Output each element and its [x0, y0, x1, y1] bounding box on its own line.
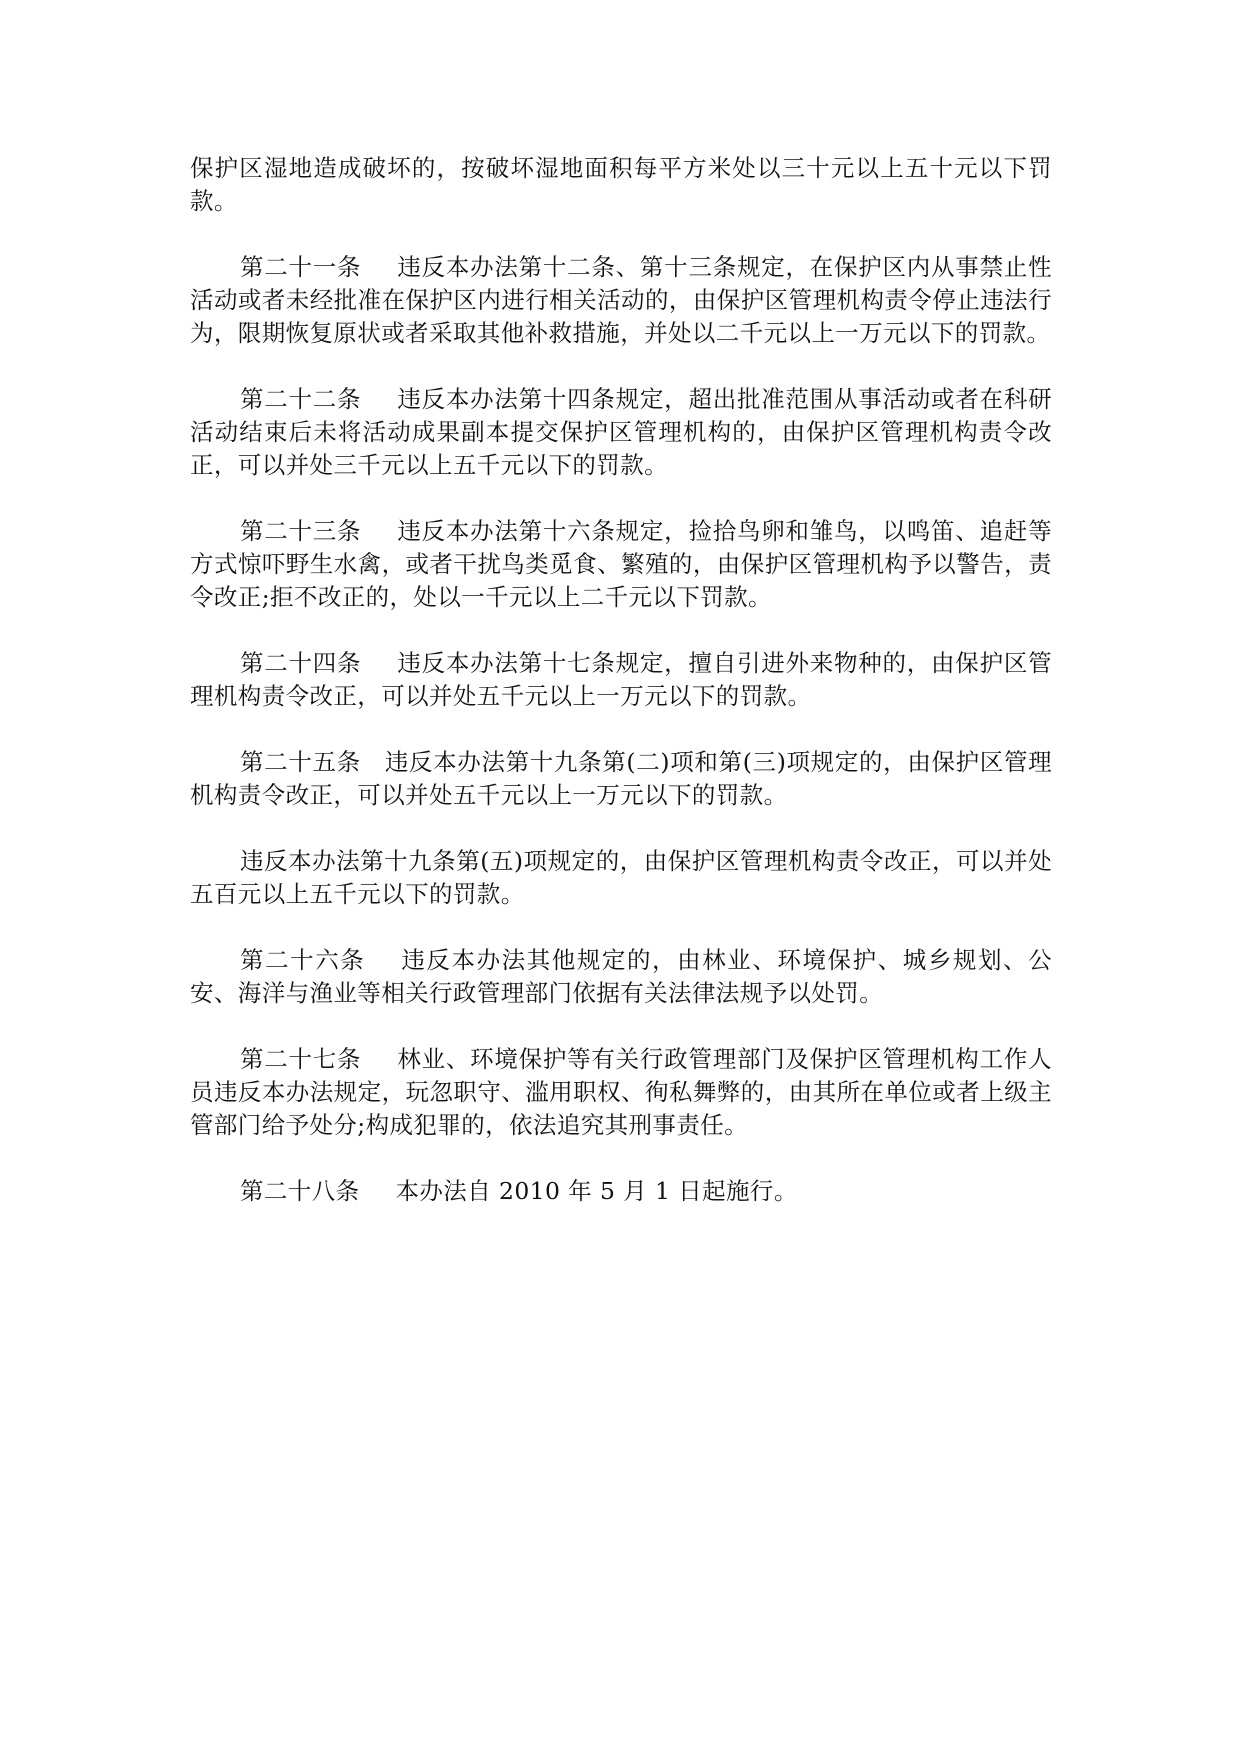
- article-number: 第二十二条: [240, 385, 362, 413]
- article-25: [190, 746, 1052, 812]
- article-24: [190, 647, 1052, 713]
- article-22: [190, 383, 1052, 482]
- article-text: 违反本办法第十七条规定，擅自引进外来物种的，由保护区管理机构责令改正，可以并处五千元以上一万元以下的罚款。: [190, 649, 1052, 710]
- article-number: 第二十一条: [240, 253, 362, 281]
- article-28: [190, 1175, 1052, 1208]
- article-25-continuation: [190, 845, 1052, 911]
- document-page: [190, 152, 1052, 1241]
- article-number: 第二十四条: [240, 649, 362, 677]
- article-text: 本办法自 2010 年 5 月 1 日起施行。: [395, 1177, 798, 1205]
- article-text: 违反本办法第十六条规定，捡拾鸟卵和雏鸟，以鸣笛、追赶等方式惊吓野生水禽，或者干扰鸟类觅食、繁殖的，由保护区管理机构予以警告，责令改正;拒不改正的，处以一千元以上二千元以下罚款。: [190, 517, 1052, 611]
- article-text: 违反本办法其他规定的，由林业、环境保护、城乡规划、公安、海洋与渔业等相关行政管理部门依据有关法律法规予以处罚。: [190, 946, 1053, 1007]
- article-27: [190, 1043, 1052, 1142]
- article-23: [190, 515, 1052, 614]
- article-text: 违反本办法第十二条、第十三条规定，在保护区内从事禁止性活动或者未经批准在保护区内进行相关活动的，由保护区管理机构责令停止违法行为，限期恢复原状或者采取其他补救措施，并处以二千元以上一万元以下的罚款。: [190, 253, 1052, 347]
- article-26: [190, 944, 1052, 1010]
- article-number: 第二十六条: [240, 946, 366, 974]
- article-21: [190, 251, 1052, 350]
- paragraph-text: 违反本办法第十九条第(五)项规定的，由保护区管理机构责令改正，可以并处五百元以上五千元以下的罚款。: [190, 847, 1052, 908]
- article-text: 违反本办法第十四条规定，超出批准范围从事活动或者在科研活动结束后未将活动成果副本提交保护区管理机构的，由保护区管理机构责令改正，可以并处三千元以上五千元以下的罚款。: [190, 385, 1052, 479]
- paragraph-continuation: [190, 152, 1052, 218]
- article-text: 林业、环境保护等有关行政管理部门及保护区管理机构工作人员违反本办法规定，玩忽职守、滥用职权、徇私舞弊的，由其所在单位或者上级主管部门给予处分;构成犯罪的，依法追究其刑事责任。: [190, 1045, 1052, 1139]
- article-number: 第二十三条: [240, 517, 362, 545]
- article-number: 第二十五条: [240, 748, 361, 776]
- article-number: 第二十八条: [240, 1177, 360, 1205]
- paragraph-text: 保护区湿地造成破坏的，按破坏湿地面积每平方米处以三十元以上五十元以下罚款。: [190, 154, 1052, 215]
- article-number: 第二十七条: [240, 1045, 362, 1073]
- article-text: 违反本办法第十九条第(二)项和第(三)项规定的，由保护区管理机构责令改正，可以并处五千元以上一万元以下的罚款。: [190, 748, 1053, 809]
